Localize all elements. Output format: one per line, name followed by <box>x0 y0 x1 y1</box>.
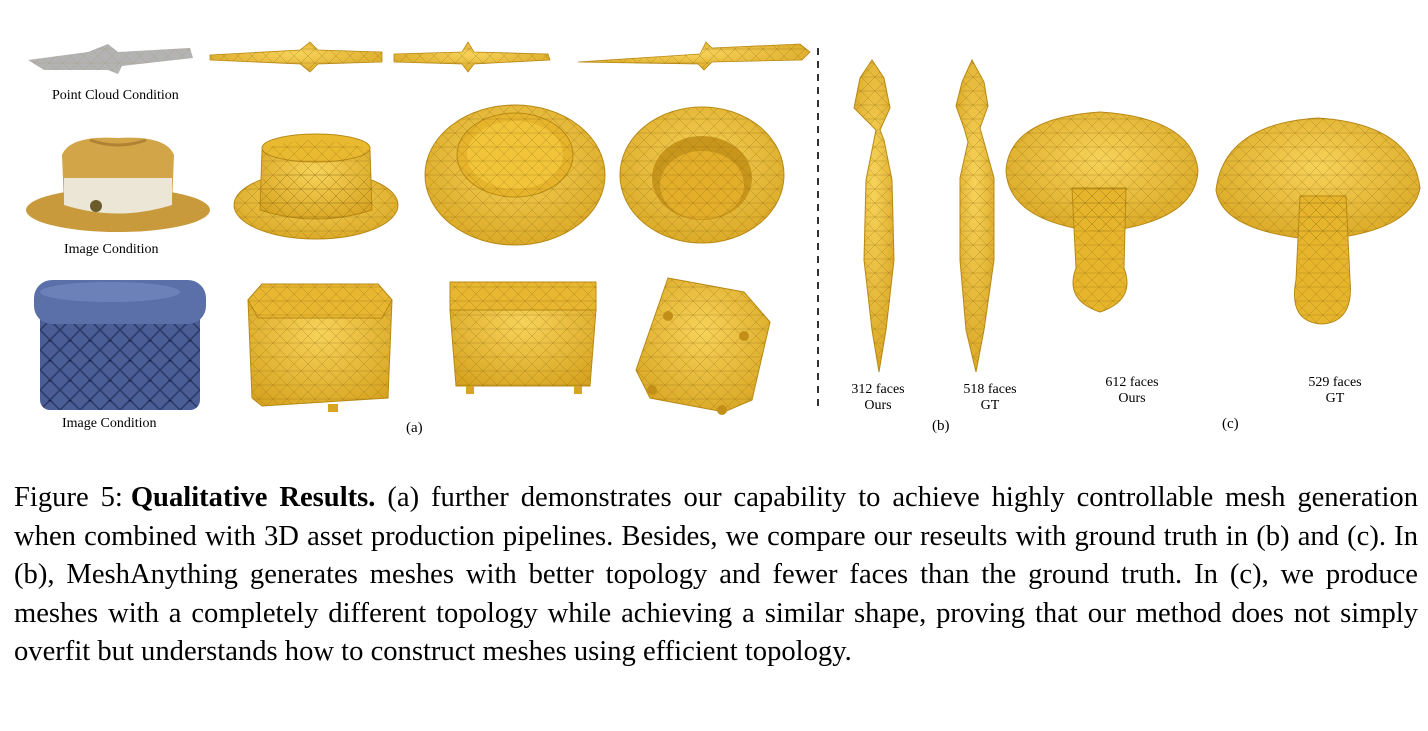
stat-faces: 612 faces <box>1105 375 1159 390</box>
spindle-ours <box>854 60 894 372</box>
stat-faces: 518 faces <box>963 382 1017 397</box>
stat-612-faces <box>1092 375 1172 407</box>
stat-518-faces <box>950 382 1030 414</box>
box-mesh-2 <box>450 282 596 394</box>
label-image-condition-hat: Image Condition <box>64 242 159 257</box>
panel-label-c: (c) <box>1222 416 1239 432</box>
mushroom-ours <box>1006 112 1198 312</box>
hat-mesh-3 <box>620 107 784 243</box>
caption-label: Figure 5: <box>14 482 123 513</box>
point-cloud-knife <box>28 44 193 74</box>
stat-312-faces <box>838 382 918 414</box>
spindle-gt <box>956 60 994 372</box>
stat-faces: 312 faces <box>851 382 905 397</box>
mushroom-gt <box>1216 118 1420 324</box>
box-image <box>34 280 206 410</box>
hat-mesh-2 <box>425 105 605 245</box>
stat-tag: GT <box>1325 391 1345 406</box>
box-mesh-1 <box>248 284 392 412</box>
knife-mesh-2 <box>394 42 550 72</box>
hat-mesh-1 <box>234 134 398 239</box>
figure-caption <box>14 479 1418 672</box>
knife-mesh-3 <box>578 42 810 70</box>
label-image-condition-box: Image Condition <box>62 416 157 431</box>
panel-label-a: (a) <box>406 420 423 436</box>
stat-tag: Ours <box>1118 391 1146 406</box>
panel-label-b: (b) <box>932 418 950 434</box>
caption-title: Qualitative Results. <box>130 482 376 513</box>
label-point-cloud-condition: Point Cloud Condition <box>52 88 179 103</box>
hat-image <box>26 138 210 232</box>
stat-faces: 529 faces <box>1308 375 1362 390</box>
knife-mesh-1 <box>210 42 382 72</box>
caption-body: (a) further demonstrates our capability to achieve highly controllable mesh generation when combined with 3D asset production pipelines. Besides, we compare our reseults with ground truth in (b) and (c). In (b), MeshAnything generates meshes with better topology and fewer faces than the ground truth. In (c), we produce meshes with a completely different topology while achieving a similar shape, proving that our method does not simply overfit but understands how to construct meshes using efficient topology. <box>14 482 1418 667</box>
stat-tag: GT <box>980 398 1000 413</box>
stat-529-faces <box>1295 375 1375 407</box>
box-mesh-3 <box>636 278 770 415</box>
stat-tag: Ours <box>864 398 892 413</box>
